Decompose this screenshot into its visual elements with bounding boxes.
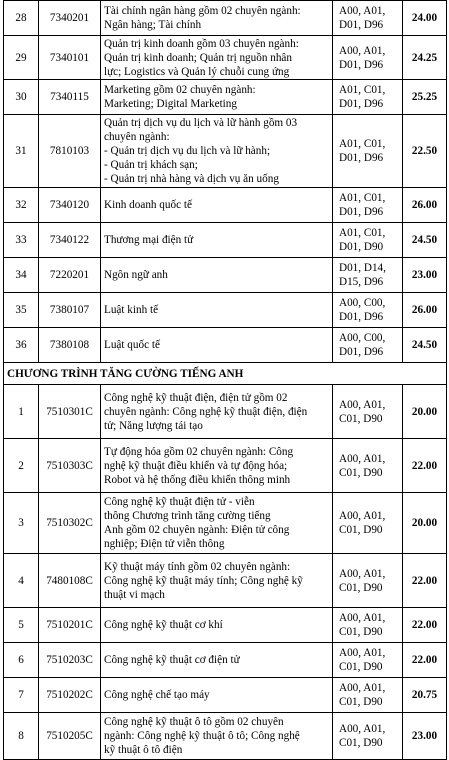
major-name-cell-line: thuật vi mạch	[104, 588, 165, 601]
major-name-cell-line: Marketing; Digital Marketing	[104, 98, 237, 110]
major-name-cell-line: Công nghệ chế tạo máy	[104, 689, 210, 701]
major-name-cell-line: Ngân hàng; Tài chính	[104, 19, 202, 31]
subject-combination-cell-line: D01, D96	[339, 58, 384, 71]
stt-cell: 2	[4, 439, 39, 493]
major-code-cell: 7510201C	[39, 608, 101, 643]
cutoff-score-cell: 22.00	[403, 554, 447, 608]
major-name-cell-line: Quản trị dịch vụ du lịch và lữ hành gồm 03	[104, 117, 298, 129]
major-name-cell-line: Tài chính ngân hàng gồm 02 chuyên ngành:	[104, 5, 301, 17]
stt-cell: 33	[4, 223, 39, 258]
major-name-cell	[101, 439, 333, 493]
subject-combination-cell-line: D01, D96	[339, 98, 384, 110]
table-row	[4, 493, 447, 554]
subject-combination-cell	[333, 258, 403, 293]
subject-combination-cell	[333, 80, 403, 115]
subject-combination-cell-line: D01, D96	[339, 346, 384, 358]
subject-combination-cell	[333, 678, 403, 713]
major-name-cell-line: nghiệp; Điện tử viễn thông	[104, 538, 225, 550]
major-name-cell-line: nghệ kỹ thuật điều khiển và tự động hóa;	[104, 459, 288, 472]
major-code-cell: 7510301C	[39, 385, 101, 439]
major-name-cell-line: Luật quốc tế	[104, 339, 160, 351]
subject-combination-cell-line: D15, D96	[339, 276, 384, 288]
subject-combination-cell	[333, 328, 403, 363]
subject-combination-cell-line: C01, D90	[339, 524, 383, 536]
cutoff-score-cell: 24.25	[403, 36, 447, 80]
subject-combination-cell-line: D01, D96	[339, 19, 384, 31]
subject-combination-cell	[333, 293, 403, 328]
subject-combination-cell-line: A00, A01,	[339, 510, 386, 522]
section-header	[4, 363, 447, 385]
cutoff-score-cell: 20.00	[403, 385, 447, 439]
subject-combination-cell-line: A00, A01,	[339, 452, 386, 465]
admission-score-table	[3, 0, 447, 760]
major-name-cell-line: tử; Năng lượng tái tạo	[104, 419, 203, 432]
major-code-cell: 7510203C	[39, 643, 101, 678]
major-name-cell-line: Quản trị kinh doanh gồm 03 chuyên ngành:	[104, 37, 299, 50]
table-row	[4, 328, 447, 363]
subject-combination-cell-line: C01, D90	[339, 412, 383, 425]
subject-combination-cell-line: A00, A01,	[339, 5, 386, 17]
major-name-cell-line: Công nghệ kỹ thuật máy tính; Công nghệ kỹ	[104, 574, 303, 587]
major-code-cell: 7220201	[39, 258, 101, 293]
table-row	[4, 554, 447, 608]
major-code-cell: 7510202C	[39, 678, 101, 713]
subject-combination-cell-line: A00, A01,	[339, 44, 386, 57]
subject-combination-cell-line: C01, D90	[339, 737, 383, 749]
subject-combination-cell-line: D01, D96	[339, 206, 384, 218]
major-name-cell-line: Công nghệ kỹ thuật cơ điện tử	[104, 654, 240, 666]
subject-combination-cell-line: A00, C00,	[339, 297, 386, 309]
major-name-cell-line: Công nghệ kỹ thuật cơ khí	[104, 619, 223, 631]
cutoff-score-cell: 25.25	[403, 80, 447, 115]
subject-combination-cell-line: D01, D90	[339, 241, 384, 253]
subject-combination-cell-line: A00, A01,	[339, 567, 386, 580]
cutoff-score-cell: 22.50	[403, 115, 447, 188]
stt-cell: 6	[4, 643, 39, 678]
cutoff-score-cell: 22.00	[403, 608, 447, 643]
subject-combination-cell-line: D01, D14,	[339, 262, 386, 274]
subject-combination-cell-line: A00, A01,	[339, 612, 386, 624]
subject-combination-cell-line: C01, D90	[339, 696, 383, 708]
subject-combination-cell-line: D01, D96	[339, 152, 384, 164]
major-name-cell	[101, 643, 333, 678]
subject-combination-cell-line: C01, D90	[339, 581, 383, 594]
table-row	[4, 1, 447, 36]
cutoff-score-cell: 23.00	[403, 258, 447, 293]
major-name-cell	[101, 36, 333, 80]
stt-cell: 1	[4, 385, 39, 439]
major-code-cell: 7340101	[39, 36, 101, 80]
major-name-cell-line: lực; Logistics và Quản lý chuỗi cung ứng	[104, 65, 290, 78]
subject-combination-cell	[333, 1, 403, 36]
stt-cell: 36	[4, 328, 39, 363]
major-code-cell: 7340120	[39, 188, 101, 223]
table-row	[4, 293, 447, 328]
major-name-cell-line: - Quản trị khách sạn;	[104, 159, 198, 171]
stt-cell: 31	[4, 115, 39, 188]
major-name-cell-line: chuyên ngành: Công nghệ kỹ thuật điện, điện	[104, 405, 308, 418]
cutoff-score-cell: 22.00	[403, 439, 447, 493]
table-row	[4, 713, 447, 760]
major-code-cell: 7510205C	[39, 713, 101, 760]
major-name-cell-line: Luật kinh tế	[104, 304, 159, 316]
cutoff-score-cell: 24.50	[403, 328, 447, 363]
subject-combination-cell	[333, 554, 403, 608]
major-name-cell-line: Công nghệ kỹ thuật ô tô gồm 02 chuyên	[104, 716, 284, 728]
subject-combination-cell	[333, 713, 403, 760]
major-name-cell	[101, 293, 333, 328]
major-name-cell	[101, 608, 333, 643]
stt-cell: 3	[4, 493, 39, 554]
subject-combination-cell-line: A00, C00,	[339, 332, 386, 344]
subject-combination-cell	[333, 493, 403, 554]
major-name-cell-line: Robot và hệ thống điều khiển thông minh	[104, 473, 291, 486]
major-name-cell	[101, 115, 333, 188]
subject-combination-cell-line: A00, A01,	[339, 398, 386, 411]
table-row	[4, 223, 447, 258]
subject-combination-cell-line: A01, C01,	[339, 84, 386, 96]
subject-combination-cell	[333, 115, 403, 188]
stt-cell: 5	[4, 608, 39, 643]
cutoff-score-cell: 26.00	[403, 188, 447, 223]
major-name-cell-line: Công nghệ kỹ thuật điện tử - viễn	[104, 496, 255, 508]
major-name-cell	[101, 328, 333, 363]
table-row	[4, 188, 447, 223]
table-row	[4, 439, 447, 493]
subject-combination-cell-line: C01, D90	[339, 661, 383, 673]
major-code-cell: 7380108	[39, 328, 101, 363]
stt-cell: 4	[4, 554, 39, 608]
major-name-cell-line: Tự động hóa gồm 02 chuyên ngành: Công	[104, 445, 294, 458]
major-name-cell-line: Công nghệ kỹ thuật điện, điện tử gồm 02	[104, 391, 288, 404]
cutoff-score-cell: 24.50	[403, 223, 447, 258]
subject-combination-cell-line: A01, C01,	[339, 138, 386, 150]
major-name-cell-line: Kinh doanh quốc tế	[104, 199, 192, 211]
stt-cell: 35	[4, 293, 39, 328]
stt-cell: 8	[4, 713, 39, 760]
major-code-cell: 7380107	[39, 293, 101, 328]
major-code-cell: 7810103	[39, 115, 101, 188]
cutoff-score-cell: 23.00	[403, 713, 447, 760]
subject-combination-cell	[333, 36, 403, 80]
major-name-cell-line: Marketing gồm 02 chuyên ngành:	[104, 84, 256, 96]
subject-combination-cell	[333, 385, 403, 439]
subject-combination-cell-line: D01, D96	[339, 311, 384, 323]
table-row	[4, 258, 447, 293]
major-name-cell	[101, 80, 333, 115]
major-name-cell-line: Kỹ thuật máy tính gồm 02 chuyên ngành:	[104, 560, 291, 573]
table-row	[4, 80, 447, 115]
stt-cell: 7	[4, 678, 39, 713]
table-body-top	[4, 1, 447, 363]
stt-cell: 29	[4, 36, 39, 80]
major-name-cell-line: ngành: Công nghệ kỹ thuật ô tô; Công nghệ	[104, 730, 300, 742]
stt-cell: 34	[4, 258, 39, 293]
subject-combination-cell-line: A00, A01,	[339, 647, 386, 659]
major-name-cell-line: Anh gồm 02 chuyên ngành: Điện tử công	[104, 524, 290, 536]
major-name-cell-line: thông Chương trình tăng cường tiếng	[104, 510, 271, 522]
subject-combination-cell	[333, 608, 403, 643]
table-row	[4, 115, 447, 188]
major-name-cell-line: - Quản trị dịch vụ du lịch và lữ hành;	[104, 145, 271, 157]
cutoff-score-cell: 22.00	[403, 643, 447, 678]
cutoff-score-cell: 20.75	[403, 678, 447, 713]
major-code-cell: 7340122	[39, 223, 101, 258]
major-name-cell	[101, 223, 333, 258]
cutoff-score-cell: 26.00	[403, 293, 447, 328]
major-name-cell	[101, 258, 333, 293]
major-name-cell	[101, 493, 333, 554]
section-title: CHƯƠNG TRÌNH TĂNG CƯỜNG TIẾNG ANH	[4, 363, 447, 385]
stt-cell: 28	[4, 1, 39, 36]
subject-combination-cell	[333, 643, 403, 678]
table-row	[4, 608, 447, 643]
major-name-cell	[101, 554, 333, 608]
table-row	[4, 36, 447, 80]
major-name-cell	[101, 678, 333, 713]
subject-combination-cell-line: A01, C01,	[339, 227, 386, 239]
subject-combination-cell-line: A00, A01,	[339, 682, 386, 694]
subject-combination-cell	[333, 223, 403, 258]
cutoff-score-cell: 20.00	[403, 493, 447, 554]
subject-combination-cell-line: C01, D90	[339, 626, 383, 638]
major-name-cell-line: kỹ thuật ô tô điện	[104, 744, 183, 756]
major-name-cell-line: chuyên ngành:	[104, 131, 170, 143]
major-name-cell-line: Quản trị kinh doanh; Quản trị nguồn nhân	[104, 51, 292, 64]
stt-cell: 30	[4, 80, 39, 115]
major-name-cell-line: Ngôn ngữ anh	[104, 269, 168, 281]
subject-combination-cell-line: C01, D90	[339, 466, 383, 479]
major-name-cell	[101, 1, 333, 36]
stt-cell: 32	[4, 188, 39, 223]
major-name-cell	[101, 385, 333, 439]
major-name-cell-line: Thương mại điện tử	[104, 234, 194, 246]
major-name-cell	[101, 713, 333, 760]
major-name-cell-line: - Quản trị nhà hàng và dịch vụ ăn uống	[104, 173, 279, 185]
cutoff-score-cell: 24.00	[403, 1, 447, 36]
major-code-cell: 7510302C	[39, 493, 101, 554]
major-name-cell	[101, 188, 333, 223]
major-code-cell: 7510303C	[39, 439, 101, 493]
major-code-cell: 7340115	[39, 80, 101, 115]
subject-combination-cell	[333, 439, 403, 493]
section-row	[4, 363, 447, 385]
table-row	[4, 643, 447, 678]
table-row	[4, 385, 447, 439]
subject-combination-cell-line: A01, C01,	[339, 192, 386, 204]
subject-combination-cell-line: A00, A01,	[339, 723, 386, 735]
major-code-cell: 7480108C	[39, 554, 101, 608]
major-code-cell: 7340201	[39, 1, 101, 36]
subject-combination-cell	[333, 188, 403, 223]
table-body-bottom	[4, 385, 447, 760]
table-row	[4, 678, 447, 713]
